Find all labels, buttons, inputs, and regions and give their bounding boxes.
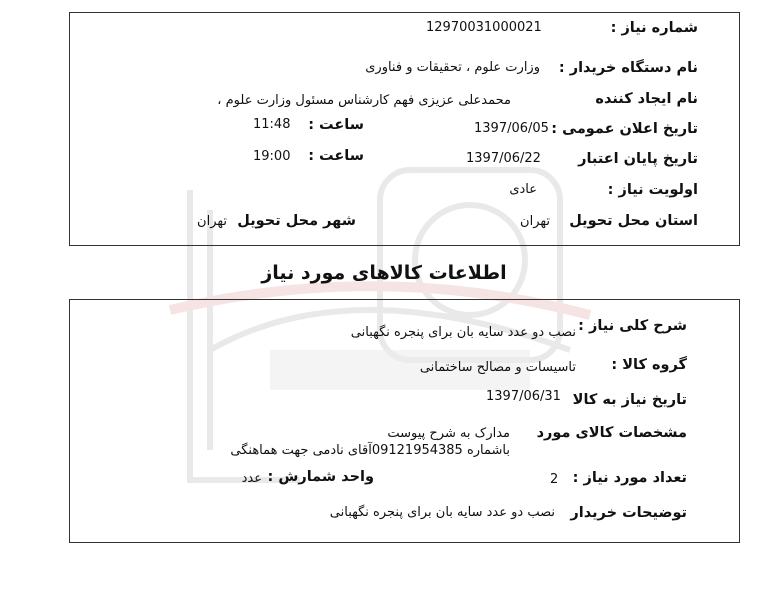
need-date-value: 1397/06/31 (486, 389, 561, 404)
announce-time-label: ساعت : (308, 117, 364, 133)
general-desc-label: شرح کلی نیاز : (578, 318, 687, 334)
general-desc-value: نصب دو عدد سایه بان برای پنجره نگهبانی (350, 325, 576, 340)
unit-value: عدد (241, 471, 262, 486)
delivery-city-label: شهر محل تحویل (237, 213, 356, 229)
buyer-notes-value: نصب دو عدد سایه بان برای پنجره نگهبانی (329, 505, 555, 520)
section-title: اطلاعات کالاهای مورد نیاز (261, 262, 507, 284)
need-number-label: شماره نیاز : (610, 20, 698, 36)
expiry-date-value: 1397/06/22 (466, 151, 541, 166)
specs-line-1: مدارک به شرح پیوست (387, 426, 510, 441)
delivery-province-value: تهران (520, 214, 550, 229)
need-date-label: تاریخ نیاز به کالا (572, 392, 687, 408)
goods-group-label: گروه کالا : (611, 357, 687, 373)
announce-time-value: 11:48 (253, 117, 291, 132)
announce-date-label: تاریخ اعلان عمومی : (551, 121, 698, 137)
specs-line-2: باشماره 09121954385آقای نادمی جهت هماهنگی (230, 443, 510, 458)
expiry-time-label: ساعت : (308, 148, 364, 164)
buyer-org-value: وزارت علوم ، تحقیقات و فناوری (365, 60, 540, 75)
delivery-city-value: تهران (197, 214, 227, 229)
buyer-org-label: نام دستگاه خریدار : (558, 60, 698, 76)
goods-group-value: تاسیسات و مصالح ساختمانی (419, 360, 576, 375)
expiry-time-value: 19:00 (253, 149, 291, 164)
expiry-date-label: تاریخ پایان اعتبار (578, 151, 698, 167)
buyer-notes-label: توضیحات خریدار (570, 505, 687, 521)
quantity-label: تعداد مورد نیاز : (572, 470, 687, 486)
need-number-value: 12970031000021 (426, 20, 542, 35)
delivery-province-label: استان محل تحویل (569, 213, 698, 229)
quantity-value: 2 (550, 472, 559, 487)
unit-label: واحد شمارش : (267, 469, 374, 485)
creator-value: محمدعلی عزیزی فهم کارشناس مسئول وزارت علوم ، (217, 93, 511, 108)
announce-date-value: 1397/06/05 (474, 121, 549, 136)
specs-label: مشخصات کالای مورد (536, 425, 687, 441)
creator-label: نام ایجاد کننده (595, 91, 698, 107)
priority-label: اولویت نیاز : (607, 182, 698, 198)
priority-value: عادی (509, 182, 537, 197)
